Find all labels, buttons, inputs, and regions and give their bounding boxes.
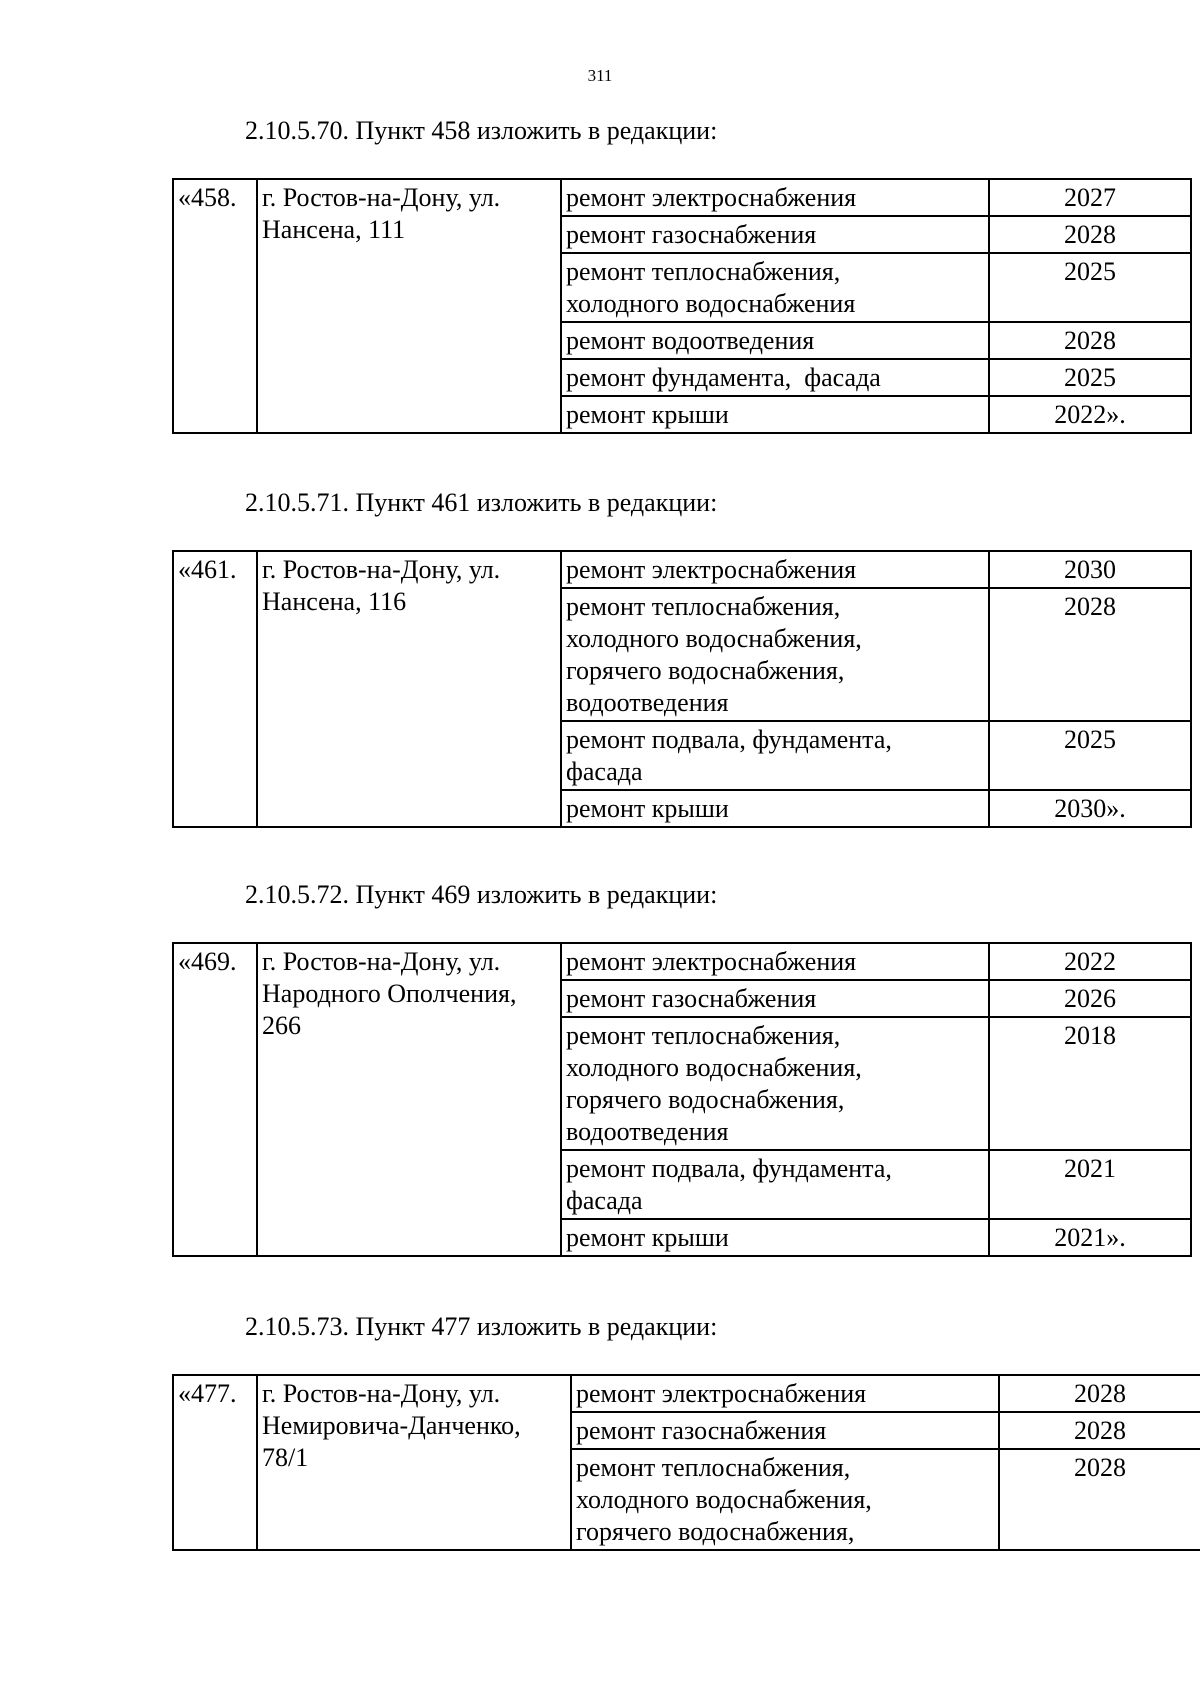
- year-cell: 2030».: [989, 790, 1191, 827]
- work-cell: ремонт газоснабжения: [571, 1412, 999, 1449]
- table-item-458: [172, 178, 1192, 434]
- year-cell: 2021».: [989, 1219, 1191, 1256]
- year-cell: 2028: [989, 216, 1191, 253]
- year-cell: 2028: [999, 1449, 1200, 1550]
- section-heading-70: 2.10.5.70. Пункт 458 изложить в редакции:: [245, 116, 718, 145]
- work-cell: ремонт теплоснабжения, холодного водоснабжения, горячего водоснабжения, водоотведения: [561, 588, 989, 721]
- section-heading-71: 2.10.5.71. Пункт 461 изложить в редакции:: [245, 488, 718, 517]
- address-cell: г. Ростов-на-Дону, ул. Нансена, 116: [257, 551, 561, 827]
- work-cell: ремонт крыши: [561, 790, 989, 827]
- work-cell: ремонт теплоснабжения, холодного водоснабжения, горячего водоснабжения,: [571, 1449, 999, 1550]
- table-item-461: [172, 550, 1192, 828]
- section-heading-72: 2.10.5.72. Пункт 469 изложить в редакции:: [245, 880, 718, 909]
- work-cell: ремонт электроснабжения: [561, 179, 989, 216]
- table-row: [173, 551, 1191, 588]
- item-number: «461.: [173, 551, 257, 827]
- work-cell: ремонт крыши: [561, 1219, 989, 1256]
- year-cell: 2018: [989, 1017, 1191, 1150]
- work-cell: ремонт крыши: [561, 396, 989, 433]
- year-cell: 2028: [999, 1375, 1200, 1412]
- address-cell: г. Ростов-на-Дону, ул. Немировича-Данченко, 78/1: [257, 1375, 571, 1550]
- section-heading-73: 2.10.5.73. Пункт 477 изложить в редакции:: [245, 1312, 718, 1341]
- table-row: [173, 1375, 1200, 1412]
- address-cell: г. Ростов-на-Дону, ул. Нансена, 111: [257, 179, 561, 433]
- work-cell: ремонт газоснабжения: [561, 980, 989, 1017]
- page-number: 311: [587, 66, 613, 85]
- item-number: «469.: [173, 943, 257, 1256]
- year-cell: 2027: [989, 179, 1191, 216]
- work-cell: ремонт теплоснабжения, холодного водоснабжения, горячего водоснабжения, водоотведения: [561, 1017, 989, 1150]
- year-cell: 2028: [989, 588, 1191, 721]
- work-cell: ремонт газоснабжения: [561, 216, 989, 253]
- work-cell: ремонт водоотведения: [561, 322, 989, 359]
- year-cell: 2028: [989, 322, 1191, 359]
- year-cell: 2025: [989, 359, 1191, 396]
- year-cell: 2028: [999, 1412, 1200, 1449]
- year-cell: 2025: [989, 253, 1191, 322]
- year-cell: 2022».: [989, 396, 1191, 433]
- work-cell: ремонт подвала, фундамента, фасада: [561, 721, 989, 790]
- table-row: [173, 179, 1191, 216]
- year-cell: 2021: [989, 1150, 1191, 1219]
- year-cell: 2022: [989, 943, 1191, 980]
- year-cell: 2025: [989, 721, 1191, 790]
- work-cell: ремонт подвала, фундамента, фасада: [561, 1150, 989, 1219]
- year-cell: 2030: [989, 551, 1191, 588]
- table-item-477: [172, 1374, 1200, 1551]
- work-cell: ремонт электроснабжения: [561, 551, 989, 588]
- item-number: «458.: [173, 179, 257, 433]
- work-cell: ремонт электроснабжения: [561, 943, 989, 980]
- year-cell: 2026: [989, 980, 1191, 1017]
- table-row: [173, 943, 1191, 980]
- address-cell: г. Ростов-на-Дону, ул. Народного Ополчения, 266: [257, 943, 561, 1256]
- work-cell: ремонт теплоснабжения, холодного водоснабжения: [561, 253, 989, 322]
- work-cell: ремонт фундамента, фасада: [561, 359, 989, 396]
- item-number: «477.: [173, 1375, 257, 1550]
- work-cell: ремонт электроснабжения: [571, 1375, 999, 1412]
- table-item-469: [172, 942, 1192, 1257]
